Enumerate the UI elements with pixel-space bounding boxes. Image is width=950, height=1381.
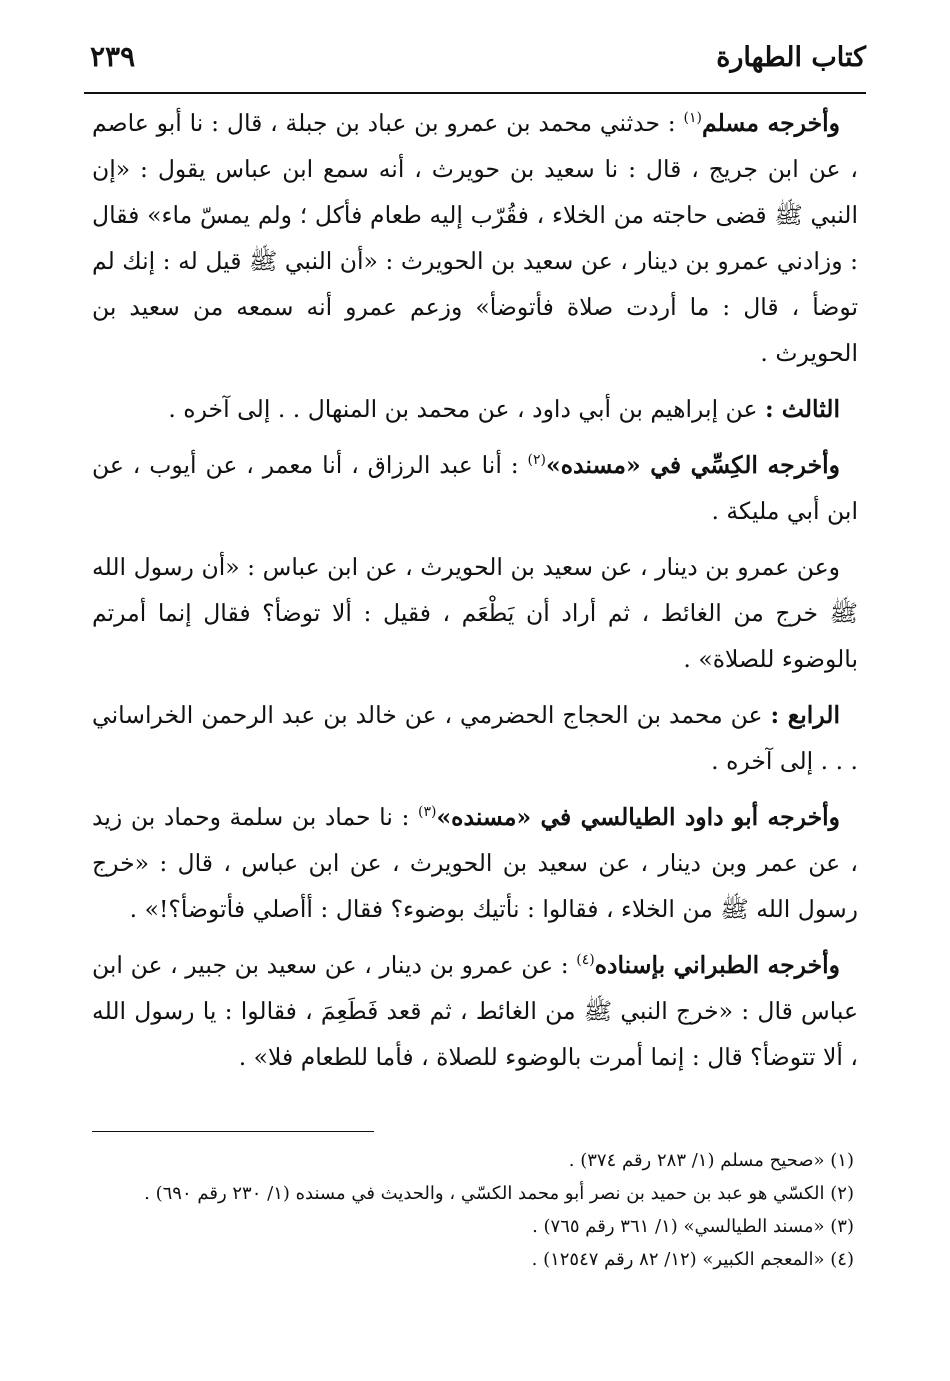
paragraph <box>92 442 858 534</box>
paragraph <box>92 100 858 376</box>
header-rule <box>84 92 866 94</box>
footnotes <box>92 1144 854 1276</box>
paragraph-text: : نا حماد بن سلمة وحماد بن زيد ، عن عمر وبن دينار ، عن سعيد بن الحويرث ، عن ابن عباس ، قال : «خرج رسول الله ﷺ من الخلاء ، فقالوا : نأتيك بوضوء؟ فقال : أأصلي فأتوضأ؟!» . <box>92 803 858 923</box>
paragraph-lead: وأخرجه الكِسِّي في «مسنده» <box>546 451 840 479</box>
main-text <box>92 100 858 1090</box>
paragraph <box>92 794 858 932</box>
chapter-title: كتاب الطهارة <box>716 42 866 73</box>
footnote: (٤) «المعجم الكبير» (١٢/ ٨٢ رقم ١٢٥٤٧) . <box>531 1249 854 1270</box>
footnote-ref: (٤) <box>576 952 595 969</box>
paragraph-lead: الرابع : <box>770 701 840 729</box>
footnote-ref: (١) <box>683 110 702 127</box>
paragraph-text: : حدثني محمد بن عمرو بن عباد بن جبلة ، قال : نا أبو عاصم ، عن ابن جريج ، قال : نا سعيد بن حويرث ، أنه سمع ابن عباس يقول : «إن النبي ﷺ قضى حاجته من الخلاء ، فقُرّب إليه طعام فأكل ؛ ولم يمسّ ماء» فقال : وزادني عمرو بن دينار ، عن سعيد بن الحويرث : «أن النبي ﷺ قيل له : إنك لم توضأ ، قال : ما أردت صلاة فأتوضأ» وزعم عمرو أنه سمعه من سعيد بن الحويرث . <box>92 109 858 367</box>
paragraph-text: وعن عمرو بن دينار ، عن سعيد بن الحويرث ، عن ابن عباس : «أن رسول الله ﷺ خرج من الغائط ، ثم أراد أن يَطْعَم ، فقيل : ألا توضأ؟ فقال إنما أمرتم بالوضوء للصلاة» . <box>92 553 858 673</box>
paragraph-lead: وأخرجه أبو داود الطيالسي في «مسنده» <box>436 803 840 831</box>
paragraph <box>92 942 858 1080</box>
page-number: ٢٣٩ <box>90 40 136 73</box>
paragraph-lead: وأخرجه الطبراني بإسناده <box>594 951 840 979</box>
footnote: (٣) «مسند الطيالسي» (١/ ٣٦١ رقم ٧٦٥) . <box>532 1216 854 1237</box>
footnote-ref: (٢) <box>527 452 547 469</box>
paragraph <box>92 692 858 784</box>
paragraph-text: : عن عمرو بن دينار ، عن سعيد بن جبير ، عن ابن عباس قال : «خرج النبي ﷺ من الغائط ، ثم قعد فَطَعِمَ ، فقالوا : يا رسول الله ، ألا تتوضأ؟ قال : إنما أمرت بالوضوء للصلاة ، فأما للطعام فلا» . <box>92 951 858 1071</box>
footnote-ref: (٣) <box>418 804 437 821</box>
paragraph-text: عن إبراهيم بن أبي داود ، عن محمد بن المنهال . . إلى آخره . <box>168 395 765 423</box>
paragraph <box>92 544 858 682</box>
footnote: (١) «صحيح مسلم (١/ ٢٨٣ رقم ٣٧٤) . <box>568 1150 854 1171</box>
paragraph-text: : أنا عبد الرزاق ، أنا معمر ، عن أيوب ، عن ابن أبي مليكة . <box>92 451 858 525</box>
paragraph-lead: وأخرجه مسلم <box>701 109 840 137</box>
paragraph-text: عن محمد بن الحجاج الحضرمي ، عن خالد بن عبد الرحمن الخراساني . . . إلى آخره . <box>92 701 858 775</box>
footnote-separator <box>92 1131 374 1132</box>
page-header <box>84 38 866 86</box>
footnote: (٢) الكسّي هو عبد بن حميد بن نصر أبو محمد الكسّي ، والحديث في مسنده (١/ ٢٣٠ رقم ٦٩٠) . <box>144 1183 854 1204</box>
paragraph <box>92 386 858 432</box>
paragraph-lead: الثالث : <box>764 395 840 423</box>
